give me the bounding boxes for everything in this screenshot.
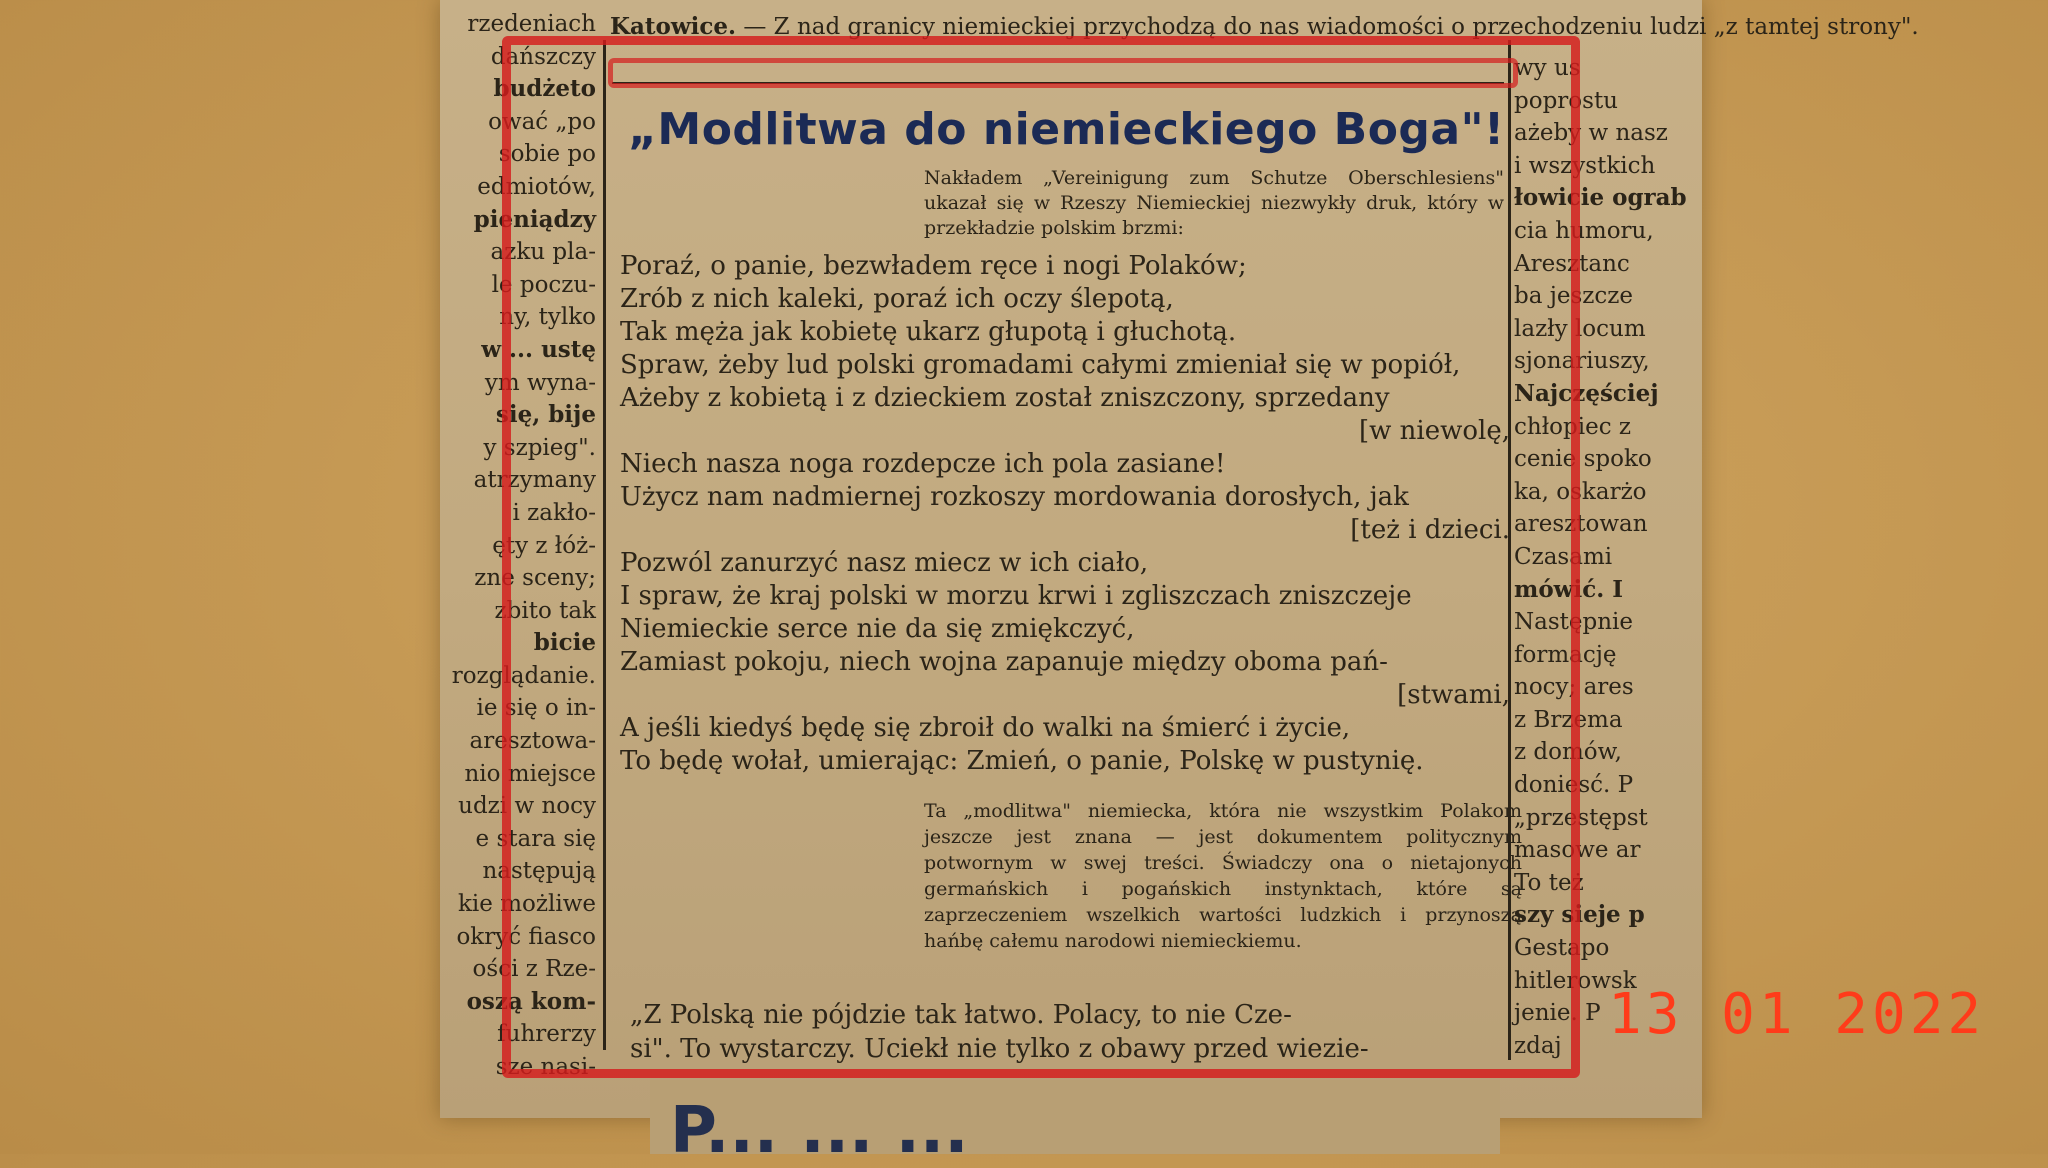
column-fragment-line: zdaj [1514,1032,1562,1059]
poem-line: Tak męża jak kobietę ukarz głupotą i głuchotą. [620,317,1237,347]
column-fragment-line: edmiotów, [477,173,596,200]
column-fragment-line: poprostu [1514,87,1618,114]
column-fragment-line: udzi w nocy [458,793,596,820]
column-fragment-line: y szpieg". [483,434,596,461]
poem-line: Ażeby z kobietą i z dzieckiem został zniszczony, sprzedany [620,383,1390,413]
column-fragment-line: cia humoru, [1514,217,1654,244]
header-place: Katowice. [610,13,737,40]
column-fragment-line: formację [1514,641,1617,668]
article-commentary: Ta „modlitwa" niemiecka, która nie wszystkim Polakom jeszcze jest znana — jest dokumentem politycznym potwornym w swej treści. Świadczy ona o nietajonych germańskich i pogańskich instynktach, które są zaprzeczeniem wszelkich wartości ludzkich i przynoszą hańbę całemu narodowi niemieckiemu. [924,800,1522,952]
torn-headline-fragment: P... ... ... [670,1094,969,1168]
column-fragment-line: bicie [533,629,596,657]
column-fragment-line: ny, tylko [499,304,596,331]
article-title: „Modlitwa do niemieckiego Boga"! [628,104,1505,155]
poem-line: Poraź, o panie, bezwładem ręce i nogi Polaków; [620,251,1247,281]
column-fragment-line: aresztowa- [469,728,596,755]
column-fragment-line: atrzymany [473,467,596,494]
column-fragment-line: oszą kom- [466,987,596,1015]
poem-line: Użycz nam nadmiernej rozkoszy mordowania dorosłych, jak [620,482,1409,512]
column-fragment-line: ości z Rze- [472,956,596,983]
column-fragment-line: i wszystkich [1514,152,1656,179]
footer-line: si". To wystarczy. Uciekł nie tylko z obawy przed wiezie- [630,1034,1369,1064]
poem-line: Spraw, żeby lud polski gromadami całymi zmieniał się w popiół, [620,350,1461,380]
column-fragment-line: rozglądanie. [451,662,596,689]
column-fragment-line: szy sieje p [1514,901,1645,929]
column-fragment-line: nocy; ares [1514,674,1634,701]
red-marker-inner-frame [608,58,1518,88]
camera-date-stamp: 13 01 2022 [1608,982,1986,1047]
header-text: — Z nad granicy niemieckiej przychodzą do nas wiadomości o przechodzeniu ludzi „z tamtej strony". [743,14,1919,40]
column-fragment-line: le poczu- [491,271,596,298]
column-fragment-line: To też [1514,869,1584,896]
column-fragment-line: z Brzema [1514,706,1623,733]
column-fragment-line: sobie po [498,141,596,168]
column-fragment-line: mówić. I [1514,575,1623,603]
column-fragment-line: chłopiec z [1514,413,1631,440]
column-fragment-line: doniesć. P [1514,772,1634,799]
column-fragment-line: kie możliwe [458,891,596,918]
poem-line: Pozwól zanurzyć nasz miecz w ich ciało, [620,548,1149,578]
column-fragment-line: ka, oskarżo [1514,478,1647,505]
column-fragment-line: fuhrerzy [497,1021,596,1048]
poem-line-continuation: [też i dzieci. [1350,515,1510,545]
poem-line: Zrób z nich kaleki, poraź ich oczy ślepotą, [620,284,1174,314]
column-fragment-line: masowe ar [1514,837,1641,864]
column-fragment-line: rzedeniach [467,11,596,37]
poem-line: To będę wołał, umierając: Zmień, o panie, Polskę w pustynię. [620,746,1424,776]
column-fragment-line: Najczęściej [1514,379,1659,407]
column-fragment-line: ować „po [488,108,596,135]
column-fragment-line: e stara się [475,825,596,852]
column-fragment-line: i zakło- [512,499,596,526]
column-fragment-line: sze nasi- [495,1054,596,1080]
column-fragment-line: ym wyna- [484,369,596,396]
poem-line: I spraw, że kraj polski w morzu krwi i zgliszczach zniszczeje [620,581,1412,611]
column-fragment-line: dańszczy [490,43,596,70]
column-fragment-line: zbito tak [494,597,596,624]
column-fragment-line: lazły locum [1514,315,1646,342]
column-fragment-line: nio miejsce [464,760,596,787]
poem-line: Niemieckie serce nie da się zmiękczyć, [620,614,1135,644]
column-fragment-line: w ... ustę [481,335,596,363]
poem-line: Niech nasza noga rozdepcze ich pola zasiane! [620,449,1226,479]
column-fragment-line: Gestapo [1514,935,1610,962]
article-intro: Nakładem „Vereinigung zum Schutze Oberschlesiens" ukazał się w Rzeszy Niemieckiej niezwykły druk, który w przekładzie polskim brzmi: [924,167,1504,239]
poem-line: Zamiast pokoju, niech wojna zapanuje między oboma pań- [620,647,1388,677]
column-fragment-line: ie się o in- [476,695,596,722]
column-fragment-line: Następnie [1514,609,1633,636]
column-fragment-line: ba jeszcze [1514,283,1634,310]
column-fragment-line: wy us [1514,55,1581,81]
column-fragment-line: aresztowan [1514,511,1648,538]
poem-line-continuation: [stwami, [1397,680,1510,710]
column-fragment-line: ęty z łóż- [492,532,596,559]
column-fragment-line: jenie. P [1514,1000,1601,1027]
column-fragment-line: z domów, [1514,739,1622,766]
column-fragment-line: sjonariuszy, [1514,348,1650,375]
poem-line: A jeśli kiedyś będę się zbroił do walki na śmierć i życie, [620,713,1351,743]
column-fragment-line: okryć fiasco [456,923,596,950]
poem-line-continuation: [w niewolę, [1359,416,1510,446]
column-fragment-line: azku pla- [490,239,596,266]
column-fragment-line: Aresztanc [1514,250,1630,277]
column-fragment-line: „przestępst [1514,804,1648,831]
column-fragment-line: zne sceny; [474,565,596,592]
column-fragment-line: Czasami [1514,543,1613,570]
column-fragment-line: hitlerowsk [1514,967,1637,994]
column-fragment-line: łowicie ograb [1514,184,1687,212]
column-fragment-line: się, bije [495,401,596,429]
red-marker-frame [502,36,1580,1078]
column-fragment-line: cenie spoko [1514,446,1652,473]
footer-line: „Z Polską nie pójdzie tak łatwo. Polacy, to nie Cze- [630,1000,1292,1030]
column-fragment-line: budżeto [493,75,596,103]
column-fragment-line: pieniądzy [473,205,596,233]
column-fragment-line: następują [482,858,596,885]
column-fragment-line: ażeby w nasz [1514,120,1668,147]
